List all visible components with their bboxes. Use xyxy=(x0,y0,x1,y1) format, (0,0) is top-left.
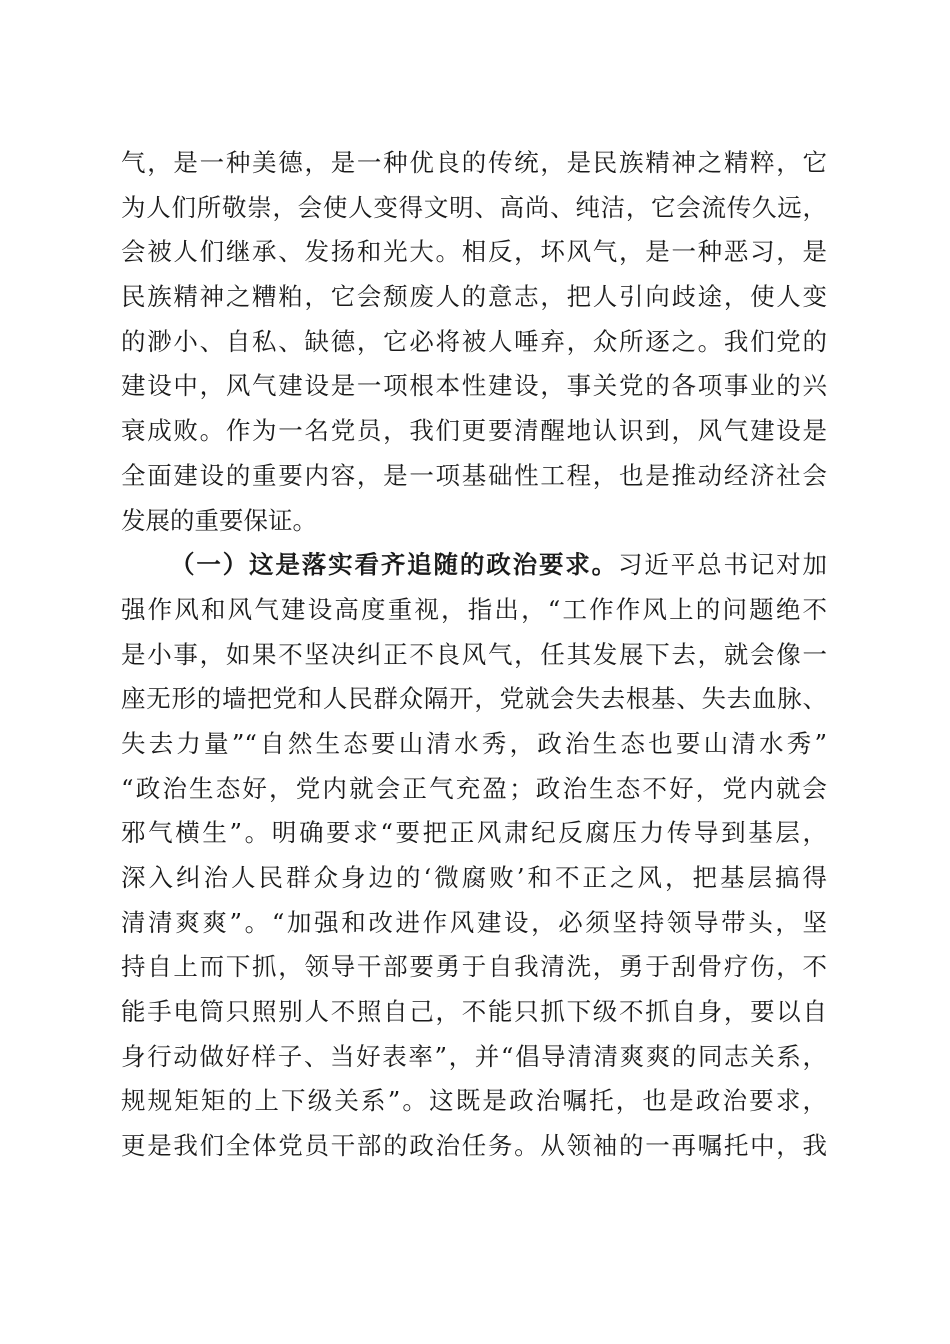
document-body xyxy=(121,141,827,1169)
text-line: 会被人们继承、发扬和光大。相反，坏风气，是一种恶习，是 xyxy=(121,237,827,267)
section-first-line-text: 习近平总书记对加 xyxy=(618,550,828,580)
section-heading: （一）这是落实看齐追随的政治要求。 xyxy=(170,550,619,580)
text-line: 衰成败。作为一名党员，我们更要清醒地认识到，风气建设是 xyxy=(121,416,827,446)
text-line: 建设中，风气建设是一项根本性建设，事关党的各项事业的兴 xyxy=(121,371,827,401)
text-line: 气，是一种美德，是一种优良的传统，是民族精神之精粹，它 xyxy=(121,148,827,177)
paragraph-continuation xyxy=(121,141,827,543)
paragraph-section-1 xyxy=(121,543,827,1169)
text-line: 座无形的墙把党和人民群众隔开，党就会失去根基、失去血脉、 xyxy=(121,684,827,714)
text-line: 发展的重要保证。 xyxy=(121,505,317,535)
section-first-line xyxy=(121,543,827,588)
text-line: 全面建设的重要内容，是一项基础性工程，也是推动经济社会 xyxy=(121,460,827,490)
text-line: 清清爽爽”。“加强和改进作风建设，必须坚持领导带头，坚 xyxy=(121,907,827,937)
text-line: 强作风和风气建设高度重视，指出，“工作作风上的问题绝不 xyxy=(121,594,827,624)
text-line: 能手电筒只照别人不照自己，不能只抓下级不抓自身，要以自 xyxy=(121,997,827,1027)
text-line: 更是我们全体党员干部的政治任务。从领袖的一再嘱托中，我 xyxy=(121,1131,827,1161)
text-line: 规规矩矩的上下级关系”。这既是政治嘱托，也是政治要求， xyxy=(121,1086,827,1116)
text-line: 身行动做好样子、当好表率”，并“倡导清清爽爽的同志关系， xyxy=(121,1041,827,1071)
text-line: 邪气横生”。明确要求“要把正风肃纪反腐压力传导到基层， xyxy=(121,818,827,848)
text-line: 民族精神之糟粕，它会颓废人的意志，把人引向歧途，使人变 xyxy=(121,282,827,312)
text-line: 持自上而下抓，领导干部要勇于自我清洗，勇于刮骨疗伤，不 xyxy=(121,952,827,982)
text-line: 是小事，如果不坚决纠正不良风气，任其发展下去，就会像一 xyxy=(121,639,827,669)
text-line: 的渺小、自私、缺德，它必将被人唾弃，众所逐之。我们党的 xyxy=(121,326,827,356)
text-line: 为人们所敬崇，会使人变得文明、高尚、纯洁，它会流传久远， xyxy=(121,192,827,222)
text-line: 失去力量”“自然生态要山清水秀，政治生态也要山清水秀” xyxy=(121,728,827,758)
text-line: “政治生态好，党内就会正气充盈；政治生态不好，党内就会 xyxy=(121,773,827,803)
text-line: 深入纠治人民群众身边的‘微腐败’和不正之风，把基层搞得 xyxy=(121,863,827,892)
